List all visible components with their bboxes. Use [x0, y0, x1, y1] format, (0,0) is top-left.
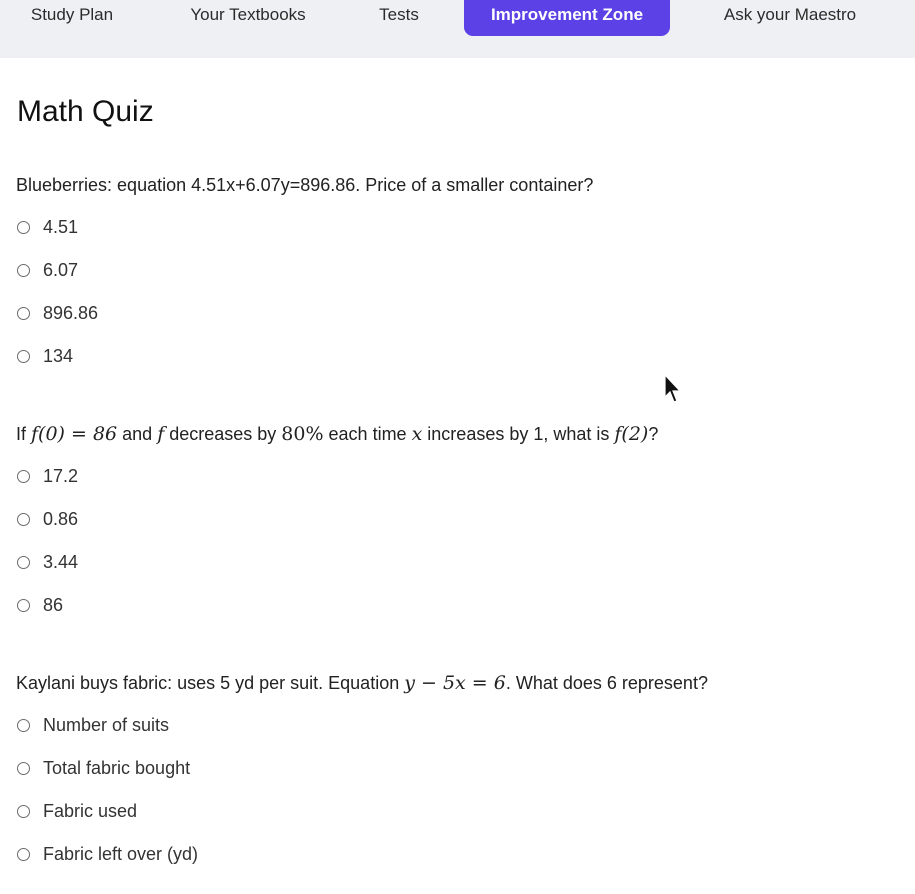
option-label: Fabric used	[43, 800, 138, 821]
option-label: 896.86	[43, 302, 99, 323]
option-label: 86	[43, 594, 64, 615]
question-2-option-3[interactable]	[17, 551, 78, 573]
tab-improvement-zone[interactable]: Improvement Zone	[464, 0, 670, 36]
question-1-option-4[interactable]	[17, 345, 73, 367]
tab-tests[interactable]: Tests	[379, 5, 419, 24]
option-label: 134	[43, 345, 74, 366]
option-label: Fabric left over (yd)	[43, 843, 199, 864]
question-3-text: Kaylani buys fabric: uses 5 yd per suit. Equation y − 5x = 6. What does 6 represent?	[16, 672, 708, 694]
radio-button[interactable]	[17, 513, 30, 526]
page-title: Math Quiz	[17, 95, 154, 128]
question-3-option-3[interactable]	[17, 800, 137, 822]
top-navigation	[0, 0, 915, 58]
option-label: 17.2	[43, 465, 79, 486]
radio-button[interactable]	[17, 805, 30, 818]
tab-ask-your-maestro[interactable]: Ask your Maestro	[723, 5, 857, 24]
tab-your-textbooks[interactable]: Your Textbooks	[190, 5, 306, 24]
question-1-option-2[interactable]	[17, 259, 78, 281]
question-2-option-4[interactable]	[17, 594, 63, 616]
radio-button[interactable]	[17, 599, 30, 612]
question-3-option-2[interactable]	[17, 757, 190, 779]
radio-button[interactable]	[17, 556, 30, 569]
radio-button[interactable]	[17, 350, 30, 363]
tab-study-plan[interactable]: Study Plan	[30, 5, 114, 24]
option-label: 4.51	[43, 216, 79, 237]
option-label: Number of suits	[43, 714, 170, 735]
question-1-option-3[interactable]	[17, 302, 98, 324]
radio-button[interactable]	[17, 264, 30, 277]
option-label: 3.44	[43, 551, 79, 572]
option-label: Total fabric bought	[43, 757, 191, 778]
question-1-option-1[interactable]	[17, 216, 78, 238]
option-label: 0.86	[43, 508, 79, 529]
question-2-option-1[interactable]	[17, 465, 78, 487]
radio-button[interactable]	[17, 719, 30, 732]
radio-button[interactable]	[17, 221, 30, 234]
question-3-option-1[interactable]	[17, 714, 169, 736]
radio-button[interactable]	[17, 307, 30, 320]
question-2-text: If f(0) = 86 and f decreases by 80% each time x increases by 1, what is f(2)?	[16, 423, 659, 445]
question-1-text: Blueberries: equation 4.51x+6.07y=896.86. Price of a smaller container?	[16, 175, 594, 195]
radio-button[interactable]	[17, 762, 30, 775]
radio-button[interactable]	[17, 848, 30, 861]
question-3-option-4[interactable]	[17, 843, 198, 865]
question-2-option-2[interactable]	[17, 508, 78, 530]
mouse-cursor-icon	[663, 374, 681, 404]
radio-button[interactable]	[17, 470, 30, 483]
option-label: 6.07	[43, 259, 79, 280]
